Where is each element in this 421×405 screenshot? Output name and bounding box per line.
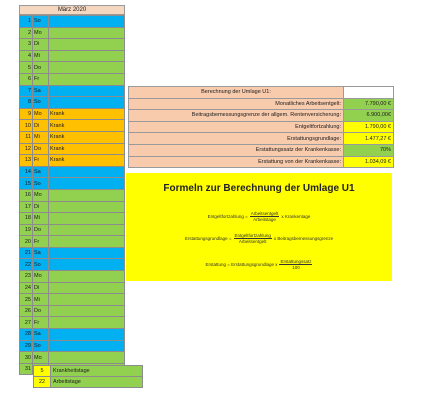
note-cell[interactable] <box>49 166 125 178</box>
day-number-cell[interactable]: 27 <box>20 317 33 329</box>
calendar-row <box>20 224 125 236</box>
note-cell[interactable] <box>49 39 125 51</box>
work-days-count[interactable]: 22 <box>34 377 51 388</box>
formula-2-denominator: Arbeitsentgelt <box>238 239 267 244</box>
calendar-row <box>20 201 125 213</box>
weekday-cell[interactable]: Mi <box>33 213 49 225</box>
note-cell[interactable] <box>49 27 125 39</box>
formula-erstattungsgrundlage <box>126 233 392 244</box>
weekday-cell[interactable]: Mo <box>33 352 49 364</box>
day-number-cell[interactable]: 30 <box>20 352 33 364</box>
calendar-row <box>20 271 125 283</box>
day-number-cell[interactable]: 13 <box>20 155 33 167</box>
note-cell[interactable] <box>49 97 125 109</box>
formula-2-rhs: x Beitragsbemessungsgrenze <box>273 236 334 241</box>
calculation-value-cell[interactable]: 1.034,09 € <box>344 156 394 168</box>
formula-1-rhs: x Krankentage <box>281 214 311 219</box>
calculation-row <box>129 110 394 122</box>
weekday-cell[interactable]: So <box>33 340 49 352</box>
day-number-cell[interactable]: 12 <box>20 143 33 155</box>
calculation-label-cell[interactable]: Erstattungssatz der Krankenkasse: <box>129 144 344 156</box>
note-cell[interactable] <box>49 189 125 201</box>
calendar-row <box>20 329 125 341</box>
formula-2-lhs: Erstattungsgrundlage = <box>184 236 232 241</box>
formula-3-lhs: Erstattung = Erstattungsgrundlage x <box>205 262 278 267</box>
sick-days-count[interactable]: 5 <box>34 366 51 377</box>
weekday-cell[interactable]: So <box>33 259 49 271</box>
calendar-row <box>20 189 125 201</box>
note-cell[interactable] <box>49 352 125 364</box>
formula-title: Formeln zur Berechnung der Umlage U1 <box>163 183 355 194</box>
note-cell[interactable] <box>49 85 125 97</box>
weekday-cell[interactable]: Fr <box>33 155 49 167</box>
calendar-row <box>20 39 125 51</box>
day-number-cell[interactable]: 1 <box>20 16 33 28</box>
calendar-row <box>20 27 125 39</box>
day-number-cell[interactable]: 22 <box>20 259 33 271</box>
day-number-cell[interactable]: 17 <box>20 201 33 213</box>
calculation-label-cell[interactable]: Entgeltfortzahlung: <box>129 121 344 133</box>
note-cell[interactable]: Krank <box>49 131 125 143</box>
day-number-cell[interactable]: 10 <box>20 120 33 132</box>
calculation-row <box>129 121 394 133</box>
calendar-row <box>20 16 125 28</box>
calendar-row <box>20 166 125 178</box>
calendar-row <box>20 340 125 352</box>
day-number-cell[interactable]: 11 <box>20 131 33 143</box>
note-cell[interactable] <box>49 271 125 283</box>
day-number-cell[interactable]: 25 <box>20 294 33 306</box>
day-number-cell[interactable]: 20 <box>20 236 33 248</box>
weekday-cell[interactable]: Fr <box>33 317 49 329</box>
calendar-row <box>20 305 125 317</box>
weekday-cell[interactable]: Mi <box>33 131 49 143</box>
day-number-cell[interactable]: 4 <box>20 50 33 62</box>
summary-row-work-days <box>34 377 143 388</box>
note-cell[interactable]: Krank <box>49 120 125 132</box>
calendar-row <box>20 108 125 120</box>
calculation-value-cell[interactable]: 1.477,27 € <box>344 133 394 145</box>
note-cell[interactable] <box>49 282 125 294</box>
note-cell[interactable] <box>49 213 125 225</box>
day-number-cell[interactable]: 8 <box>20 97 33 109</box>
weekday-cell[interactable]: Sa <box>33 329 49 341</box>
weekday-cell[interactable]: Do <box>33 305 49 317</box>
calculation-value-cell[interactable]: 1.790,00 € <box>344 121 394 133</box>
formula-2-numerator: Entgeltfortzahlung <box>234 233 271 238</box>
day-number-cell[interactable]: 16 <box>20 189 33 201</box>
note-cell[interactable] <box>49 305 125 317</box>
note-cell[interactable] <box>49 329 125 341</box>
calculation-header <box>129 87 394 99</box>
weekday-cell[interactable]: Do <box>33 224 49 236</box>
calculation-label-cell[interactable]: Monatliches Arbeitsentgelt: <box>129 98 344 110</box>
calculation-label-cell[interactable]: Erstattung von der Krankenkasse: <box>129 156 344 168</box>
day-number-cell[interactable]: 31 <box>20 363 33 375</box>
day-number-cell[interactable]: 26 <box>20 305 33 317</box>
calculation-value-cell[interactable]: 6.900,00€ <box>344 110 394 122</box>
day-number-cell[interactable]: 3 <box>20 39 33 51</box>
note-cell[interactable] <box>49 247 125 259</box>
calendar-row <box>20 259 125 271</box>
day-number-cell[interactable]: 15 <box>20 178 33 190</box>
day-number-cell[interactable]: 23 <box>20 271 33 283</box>
calculation-row <box>129 98 394 110</box>
weekday-cell[interactable]: Mi <box>33 294 49 306</box>
formula-3-numerator: Erstattungssatz <box>280 259 312 264</box>
note-cell[interactable] <box>49 224 125 236</box>
weekday-cell[interactable]: Di <box>33 282 49 294</box>
weekday-cell[interactable]: So <box>33 16 49 28</box>
note-cell[interactable] <box>49 340 125 352</box>
weekday-cell[interactable]: Do <box>33 143 49 155</box>
calculation-value-cell[interactable]: 7.790,00 € <box>344 98 394 110</box>
note-cell[interactable] <box>49 178 125 190</box>
formula-1-lhs: Entgeltfortzahlung = <box>207 214 248 219</box>
formula-3-denominator: 100 <box>292 265 300 270</box>
work-days-label[interactable]: Arbeitstage <box>51 377 143 388</box>
calendar-row <box>20 85 125 97</box>
calendar-table <box>19 15 125 375</box>
note-cell[interactable]: Krank <box>49 143 125 155</box>
note-cell[interactable] <box>49 62 125 74</box>
day-number-cell[interactable]: 14 <box>20 166 33 178</box>
calendar-row <box>20 282 125 294</box>
formula-3-fraction <box>279 259 312 270</box>
weekday-cell[interactable]: Fr <box>33 73 49 85</box>
calculation-title-blank[interactable] <box>344 87 394 99</box>
calendar-row <box>20 352 125 364</box>
calculation-row <box>129 156 394 168</box>
calculation-value-cell[interactable]: 70% <box>344 144 394 156</box>
calendar-row <box>20 294 125 306</box>
note-cell[interactable] <box>49 294 125 306</box>
weekday-cell[interactable]: Mo <box>33 108 49 120</box>
note-cell[interactable]: Krank <box>49 108 125 120</box>
formula-1-numerator: Arbeitsentgelt <box>250 211 279 216</box>
summary-table <box>33 365 143 388</box>
calendar-row <box>20 247 125 259</box>
formula-erstattung <box>126 259 392 270</box>
calendar-row <box>20 155 125 167</box>
calculation-label-cell[interactable]: Beitragsbemessungsgrenze der allgem. Rentenversicherung: <box>129 110 344 122</box>
calendar-row <box>20 178 125 190</box>
sick-days-label[interactable]: Krankheitstage <box>51 366 143 377</box>
weekday-cell[interactable]: Di <box>33 39 49 51</box>
formula-1-fraction <box>250 211 280 222</box>
day-number-cell[interactable]: 9 <box>20 108 33 120</box>
weekday-cell[interactable]: Do <box>33 62 49 74</box>
calendar-row <box>20 50 125 62</box>
calendar-row <box>20 120 125 132</box>
weekday-cell[interactable]: Sa <box>33 247 49 259</box>
summary-row-sick-days <box>34 366 143 377</box>
calendar-row <box>20 131 125 143</box>
day-number-cell[interactable]: 7 <box>20 85 33 97</box>
day-number-cell[interactable]: 6 <box>20 73 33 85</box>
calculation-title[interactable]: Berechnung der Umlage U1: <box>129 87 344 99</box>
weekday-cell[interactable]: Mo <box>33 271 49 283</box>
formula-2-fraction <box>234 233 272 244</box>
day-number-cell[interactable]: 28 <box>20 329 33 341</box>
day-number-cell[interactable]: 5 <box>20 62 33 74</box>
weekday-cell[interactable]: Mo <box>33 189 49 201</box>
day-number-cell[interactable]: 21 <box>20 247 33 259</box>
note-cell[interactable] <box>49 50 125 62</box>
note-cell[interactable] <box>49 317 125 329</box>
weekday-cell[interactable]: Fr <box>33 236 49 248</box>
weekday-cell[interactable]: So <box>33 97 49 109</box>
calendar-row <box>20 73 125 85</box>
note-cell[interactable] <box>49 73 125 85</box>
weekday-cell[interactable]: Mo <box>33 27 49 39</box>
calendar-row <box>20 97 125 109</box>
weekday-cell[interactable]: Di <box>33 201 49 213</box>
note-cell[interactable]: Krank <box>49 155 125 167</box>
day-number-cell[interactable]: 24 <box>20 282 33 294</box>
weekday-cell[interactable]: Sa <box>33 166 49 178</box>
formula-1-denominator: Arbeitstage <box>253 217 276 222</box>
weekday-cell[interactable]: Mi <box>33 50 49 62</box>
calculation-table <box>128 86 394 168</box>
formula-box <box>126 173 392 281</box>
day-number-cell[interactable]: 29 <box>20 340 33 352</box>
day-number-cell[interactable]: 18 <box>20 213 33 225</box>
weekday-cell[interactable]: So <box>33 178 49 190</box>
weekday-cell[interactable]: Di <box>33 120 49 132</box>
calendar-row <box>20 317 125 329</box>
calculation-row <box>129 144 394 156</box>
calendar-row <box>20 143 125 155</box>
formula-entgeltfortzahlung <box>126 211 392 222</box>
calendar-row <box>20 62 125 74</box>
calendar-title: März 2020 <box>19 5 125 15</box>
note-cell[interactable] <box>49 259 125 271</box>
note-cell[interactable] <box>49 236 125 248</box>
calendar-row <box>20 236 125 248</box>
calculation-label-cell[interactable]: Erstattungsgrundlage: <box>129 133 344 145</box>
day-number-cell[interactable]: 19 <box>20 224 33 236</box>
calendar-row <box>20 213 125 225</box>
calculation-row <box>129 133 394 145</box>
note-cell[interactable] <box>49 16 125 28</box>
weekday-cell[interactable]: Sa <box>33 85 49 97</box>
day-number-cell[interactable]: 2 <box>20 27 33 39</box>
note-cell[interactable] <box>49 201 125 213</box>
